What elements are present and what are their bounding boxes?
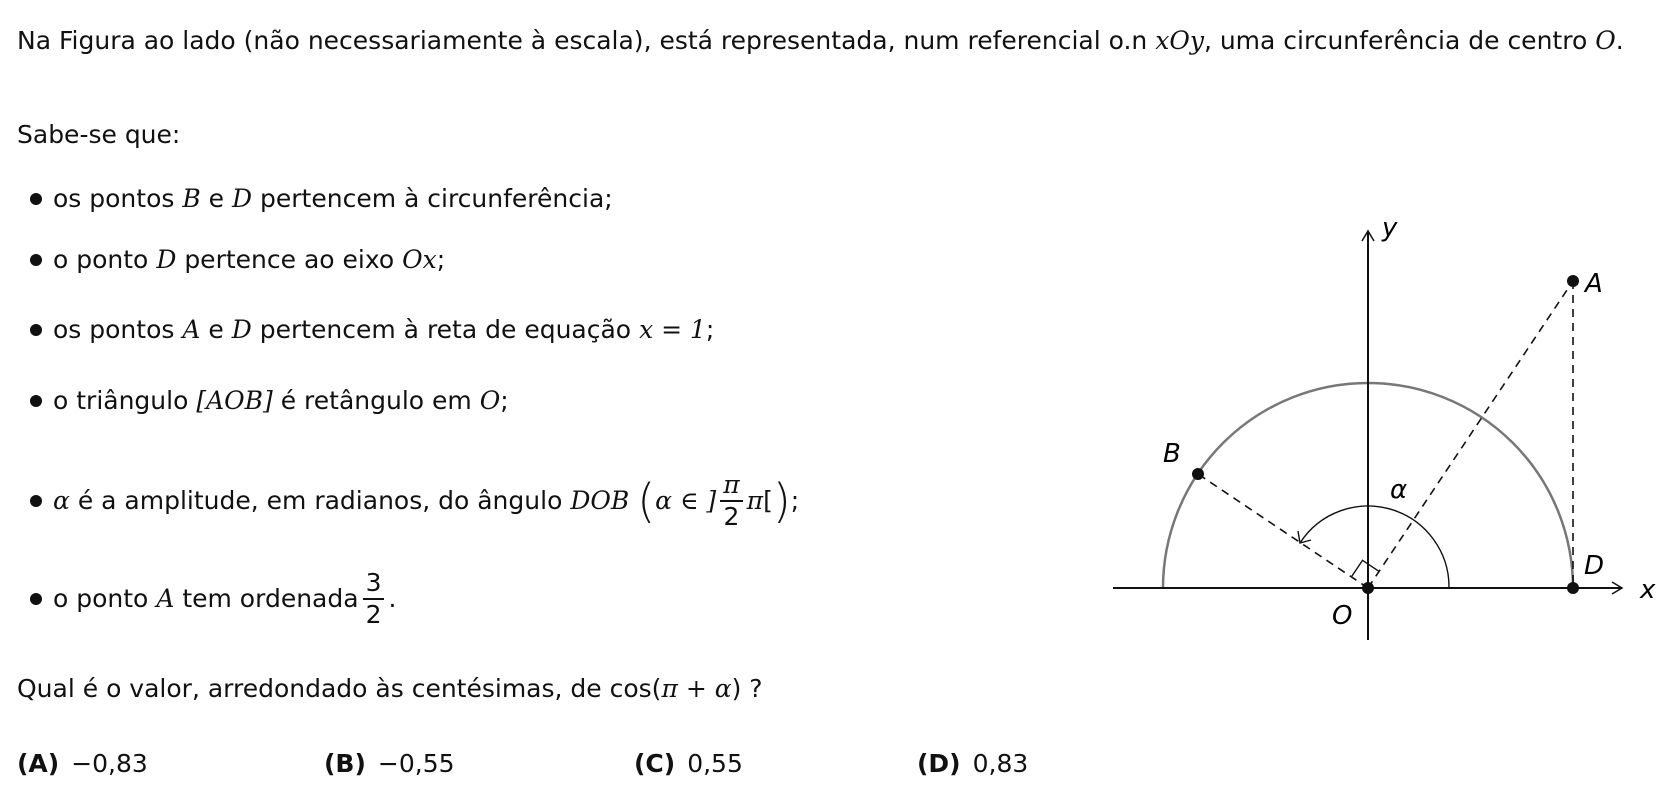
frame-label: xOy xyxy=(1155,26,1204,55)
option-value: 0,55 xyxy=(687,749,743,778)
fraction-denominator: 2 xyxy=(365,600,382,629)
item-text: pertencem à circunferência; xyxy=(260,184,613,213)
question-text: ) ? xyxy=(731,674,763,703)
item-text: o ponto xyxy=(53,245,149,274)
interval-condition: α ∈ ] xyxy=(655,486,717,515)
item-text: e xyxy=(200,184,233,213)
intro-text: , uma circunferência de centro xyxy=(1203,26,1596,55)
label-d: D xyxy=(1584,551,1605,581)
item-text: pertencem à reta de equação xyxy=(259,315,632,344)
point-a xyxy=(1567,275,1579,287)
item-var: DOB xyxy=(570,486,630,515)
item-var: D xyxy=(232,184,253,213)
item-text: e xyxy=(200,315,232,344)
item-text: . xyxy=(388,584,397,613)
item-text: é retângulo em xyxy=(280,386,472,415)
item-var: B xyxy=(182,184,201,213)
question-text: Qual é o valor, arredondado às centésimas, de cos( xyxy=(17,674,662,703)
right-angle-marker xyxy=(1351,560,1379,577)
label-a: A xyxy=(1585,269,1603,299)
point-d xyxy=(1567,582,1579,594)
option-letter: (D) xyxy=(917,749,961,778)
label-y: y xyxy=(1382,213,1398,243)
point-b xyxy=(1192,468,1204,480)
item-text: tem ordenada xyxy=(182,584,359,613)
intro-text: Na Figura ao lado (não necessariamente à escala), está representada, num referencial o.n xyxy=(17,26,1156,55)
fraction-numerator: π xyxy=(720,470,742,502)
option-letter: (A) xyxy=(17,749,60,778)
line-equation: x = 1 xyxy=(639,315,706,344)
item-var: O xyxy=(479,386,501,415)
item-text: os pontos xyxy=(53,184,175,213)
item-var: π xyxy=(746,486,764,515)
point-o xyxy=(1362,582,1374,594)
item-text: ; xyxy=(790,486,800,515)
bracket: [ xyxy=(763,486,773,515)
option-letter: (B) xyxy=(324,749,366,778)
label-o: O xyxy=(1332,601,1353,631)
question-expression: π + α xyxy=(661,674,732,703)
label-b: B xyxy=(1163,439,1181,469)
item-text: os pontos xyxy=(53,315,175,344)
fraction-numerator: 3 xyxy=(363,568,385,600)
option-value: −0,83 xyxy=(71,749,148,778)
fraction-denominator: 2 xyxy=(723,502,740,531)
paren: ) xyxy=(772,474,791,528)
segment-oa xyxy=(1368,281,1573,588)
item-text: o ponto xyxy=(53,584,149,613)
item-text: pertence ao eixo xyxy=(184,245,395,274)
segment-ob xyxy=(1198,474,1368,588)
item-var: D xyxy=(156,245,177,274)
item-text: ; xyxy=(500,386,509,415)
item-text: ; xyxy=(705,315,715,344)
item-var: Ox xyxy=(402,245,437,274)
item-text: é a amplitude, em radianos, do ângulo xyxy=(69,486,571,515)
known-label: Sabe-se que: xyxy=(17,120,181,149)
paren: ( xyxy=(637,474,656,528)
label-alpha: α xyxy=(1390,475,1408,505)
item-var: A xyxy=(156,584,175,613)
item-var: α xyxy=(53,486,70,515)
item-var: D xyxy=(231,315,252,344)
intro-text: . xyxy=(1615,26,1624,55)
item-var: [AOB] xyxy=(196,386,273,415)
label-x: x xyxy=(1640,575,1656,605)
item-text: o triângulo xyxy=(53,386,189,415)
option-value: 0,83 xyxy=(972,749,1029,778)
angle-arc-alpha xyxy=(1300,506,1449,588)
item-var: A xyxy=(182,315,201,344)
item-text: ; xyxy=(436,245,446,274)
option-letter: (C) xyxy=(634,749,676,778)
option-value: −0,55 xyxy=(377,749,455,778)
center-label: O xyxy=(1595,26,1616,55)
